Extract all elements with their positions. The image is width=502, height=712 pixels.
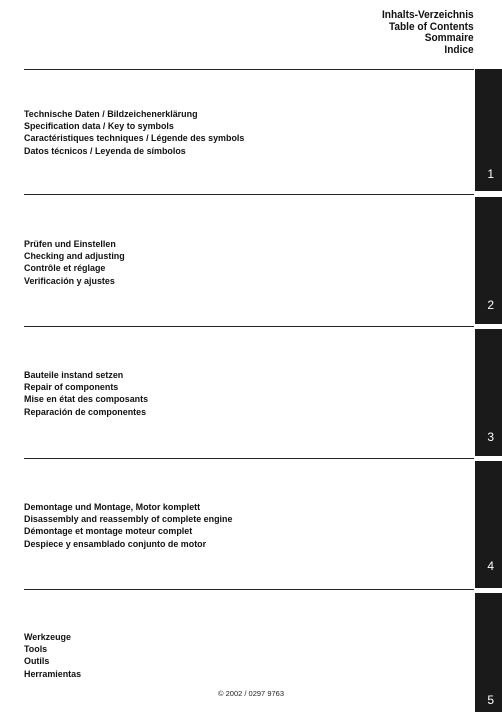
section-3-title-es: Reparación de componentes (24, 406, 147, 418)
section-5-titles[interactable] (24, 632, 85, 681)
section-4-divider (24, 458, 474, 459)
section-4-title-de: Demontage und Montage, Motor komplett (24, 502, 201, 513)
section-1-title-fr: Caractéristiques techniques / Légende des symbols (24, 133, 245, 145)
copyright-footer: © 2002 / 0297 9763 (218, 689, 284, 698)
section-3-title-fr: Mise en état des composants (24, 394, 149, 406)
section-5-title-es: Herramientas (24, 668, 82, 680)
section-1-title-en: Specification data / Key to symbols (24, 121, 174, 133)
header-title-fr: Sommaire (425, 32, 474, 44)
section-1-titles[interactable] (24, 109, 258, 158)
section-3-title-en: Repair of components (24, 382, 119, 394)
section-5-title-en: Tools (24, 644, 48, 656)
toc-header (374, 10, 474, 56)
section-3-number: 3 (487, 430, 494, 444)
section-1-title-de: Technische Daten / Bildzeichenerklärung (24, 109, 198, 120)
section-2-divider (24, 194, 474, 195)
section-1-number: 1 (487, 167, 494, 181)
section-3-divider (24, 326, 474, 327)
section-5-divider (24, 589, 474, 590)
section-4-tab[interactable] (475, 461, 502, 588)
section-5-title-fr: Outils (24, 656, 50, 668)
section-2-tab[interactable] (475, 197, 502, 324)
section-1-tab[interactable] (475, 69, 502, 191)
section-4-titles[interactable] (24, 502, 246, 551)
header-title-es: Indice (444, 43, 474, 56)
section-5-number: 5 (487, 693, 494, 707)
section-2-title-de: Prüfen und Einstellen (24, 239, 116, 250)
section-1-divider (24, 69, 474, 70)
section-4-title-es: Despiece y ensamblado conjunto de motor (24, 538, 207, 550)
section-1-title-es: Datos técnicos / Leyenda de símbolos (24, 145, 186, 157)
section-3-titles[interactable] (24, 370, 156, 419)
section-3-tab[interactable] (475, 329, 502, 456)
section-2-title-fr: Contrôle et réglage (24, 263, 106, 275)
header-title-en: Table of Contents (389, 20, 474, 33)
section-4-title-en: Disassembly and reassembly of complete engine (24, 514, 233, 526)
section-2-number: 2 (487, 298, 494, 312)
section-5-title-de: Werkzeuge (24, 632, 71, 643)
section-4-title-fr: Démontage et montage moteur complet (24, 526, 193, 538)
header-title-de: Inhalts-Verzeichnis (382, 9, 474, 21)
section-4-number: 4 (487, 559, 494, 573)
section-2-title-en: Checking and adjusting (24, 251, 125, 263)
section-2-title-es: Verificación y ajustes (24, 275, 115, 287)
section-2-titles[interactable] (24, 239, 131, 288)
section-3-title-de: Bauteile instand setzen (24, 370, 124, 381)
